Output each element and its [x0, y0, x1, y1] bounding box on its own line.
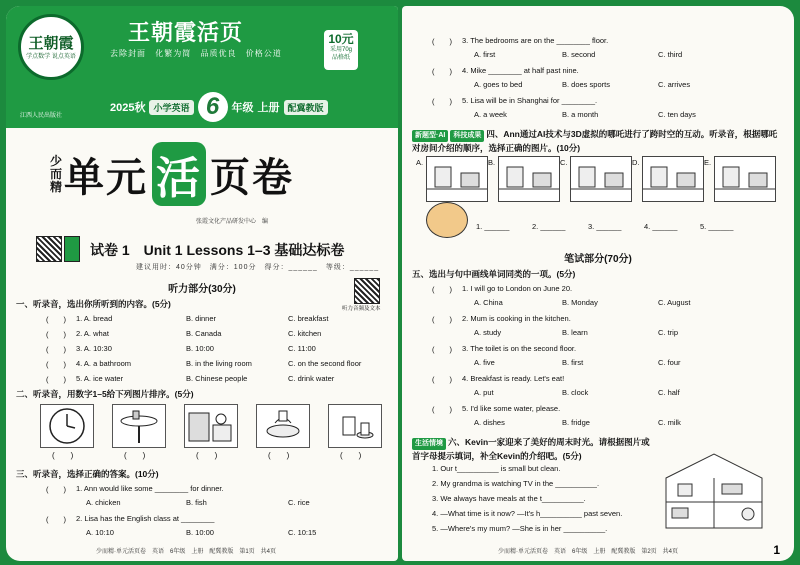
option-a: A. five [474, 358, 495, 367]
option-b: B. fish [186, 498, 207, 507]
answer-blank[interactable]: 5. ______ [700, 222, 734, 231]
option-b: B. first [562, 358, 584, 367]
answer-paren[interactable]: ( ) [46, 330, 66, 339]
answer-paren[interactable]: ( ) [46, 360, 66, 369]
slogan-item: 价格公道 [245, 49, 282, 58]
answer-paren[interactable]: ( ) [432, 375, 452, 384]
answer-paren[interactable]: ( ) [432, 405, 452, 414]
option-a: A. a week [474, 110, 507, 119]
option-a: 3. A. 10:30 [76, 344, 112, 353]
edition-label: 配冀教版 [284, 100, 328, 115]
question-text: 5. I'd like some water, please. [462, 404, 561, 413]
question-text: 3. The toilet is on the second floor. [462, 344, 577, 353]
cup-picture [328, 404, 382, 448]
question-text: 2. Lisa has the English class at ________ [76, 514, 215, 523]
page-footer: 少而精·单元活页卷 英语 6年级 上册 配冀教版 第1页 共4页 [96, 549, 277, 555]
option-c: C. arrives [658, 80, 691, 89]
test-info: 建议用时：40分钟 满分：100分 得分：______ 等级：______ [136, 264, 380, 271]
slogan-item: 去除封面 [110, 49, 146, 58]
living-room-scene [498, 156, 560, 202]
option-c: C. half [658, 388, 680, 397]
answer-paren[interactable]: ( ) [340, 451, 362, 460]
listening-heading: 听力部分(30分) [168, 284, 236, 295]
option-b: B. dinner [186, 314, 217, 323]
fill-in-line[interactable]: 1. Our t__________ is small but clean. [432, 464, 561, 473]
option-c: C. kitchen [288, 329, 322, 338]
publisher: 江西人民出版社 [20, 113, 63, 119]
left-page [6, 6, 398, 561]
scene-letter: C. [560, 158, 568, 167]
option-c: C. ten days [658, 110, 696, 119]
logo-subtext: 学点数学 说点英语 [26, 53, 76, 60]
section1-heading: 一、听录音，选出你所听到的内容。(5分) [16, 299, 171, 309]
grade-number: 6 [198, 92, 228, 122]
qr-code-icon[interactable] [36, 236, 62, 262]
option-a: A. goes to bed [474, 80, 523, 89]
price-badge [324, 30, 358, 70]
option-b: B. 10:00 [186, 528, 214, 537]
option-c: C. 10:15 [288, 528, 317, 537]
scene-letter: E. [704, 158, 712, 167]
question-text: 4. Breakfast is ready. Let's eat! [462, 374, 565, 383]
editor-credit: 张霞文化产品研发中心 编 [196, 219, 269, 225]
answer-paren[interactable]: ( ) [432, 97, 452, 106]
qr-caption: 听力音频及文本 [342, 306, 381, 312]
answer-paren[interactable]: ( ) [52, 451, 74, 460]
option-b: B. fridge [562, 418, 590, 427]
table-picture [112, 404, 166, 448]
option-c: C. milk [658, 418, 681, 427]
section4-heading [412, 128, 784, 154]
dining-scene [642, 156, 704, 202]
fill-in-line[interactable]: 4. —What time is it now? —It's h__________ past seven. [432, 509, 623, 518]
option-a: 4. A. a bathroom [76, 359, 132, 368]
option-a: A. chicken [86, 498, 121, 507]
title-small: 少而精 [50, 153, 63, 194]
answer-paren[interactable]: ( ) [432, 67, 452, 76]
cover-banner [6, 6, 398, 128]
grade-text: 年级 [231, 102, 254, 114]
kitchen-scene [426, 156, 488, 202]
price-amount: 10元 [328, 32, 354, 46]
section6-heading-text: 六、Kevin一家迎来了美好的周末时光。请根据图片或首字母提示填词，补全Kevin的介绍吧。(5分) [412, 437, 650, 461]
fill-in-line[interactable]: 3. We always have meals at the t__________. [432, 494, 586, 503]
option-b: B. learn [562, 328, 588, 337]
option-b: B. Chinese people [186, 374, 248, 383]
question-text: 5. Lisa will be in Shanghai for ________. [462, 96, 598, 105]
clock-picture [40, 404, 94, 448]
answer-blank[interactable]: 1. ______ [476, 222, 510, 231]
badge-icon [64, 236, 80, 262]
option-b: B. 10:00 [186, 344, 214, 353]
section5-heading: 五、选出与句中画线单词同类的一项。(5分) [412, 269, 576, 279]
grade-bar [110, 92, 328, 122]
right-page [402, 6, 794, 561]
option-a: 5. A. ice water [76, 374, 124, 383]
question-text: 4. Mike ________ at half past nine. [462, 66, 579, 75]
cooking-picture [256, 404, 310, 448]
scene-letter: A. [416, 158, 424, 167]
fill-in-line[interactable]: 2. My grandma is watching TV in the __________. [432, 479, 600, 488]
option-a: 1. A. bread [76, 314, 113, 323]
bedroom-scene [714, 156, 776, 202]
tech-tag: 科技成果 [450, 130, 484, 142]
option-a: A. 10:10 [86, 528, 114, 537]
answer-blank[interactable]: 2. ______ [532, 222, 566, 231]
question-text: 1. I will go to London on June 20. [462, 284, 573, 293]
scene-letter: D. [632, 158, 640, 167]
house-cutaway-picture [656, 448, 772, 532]
question-text: 2. Mum is cooking in the kitchen. [462, 314, 571, 323]
title-part-3: 页卷 [210, 154, 294, 201]
section4-heading-text: 四、Ann通过AI技术与3D虚拟的哪吒进行了跨时空的互动。听录音，根据哪吒对房间介绍的顺序，选择正确的图片。(10分) [412, 129, 778, 153]
option-a: 2. A. what [76, 329, 109, 338]
answer-paren[interactable]: ( ) [46, 485, 66, 494]
answer-paren[interactable]: ( ) [196, 451, 218, 460]
answer-paren[interactable]: ( ) [268, 451, 290, 460]
option-c: C. third [658, 50, 683, 59]
page-number: 1 [773, 543, 780, 557]
option-c: C. trip [658, 328, 679, 337]
option-b: B. does sports [562, 80, 610, 89]
option-b: B. Monday [562, 298, 598, 307]
new-type-tag: 新题型·AI [412, 130, 448, 142]
nezha-avatar-icon [426, 202, 468, 238]
slogan-item: 品质优良 [200, 49, 237, 58]
answer-paren[interactable]: ( ) [124, 451, 146, 460]
option-a: A. put [474, 388, 494, 397]
option-c: C. four [658, 358, 681, 367]
slogan-bar [110, 48, 288, 59]
price-line2: 品格纸 [331, 55, 350, 61]
option-c: C. 11:00 [288, 344, 316, 353]
slogan-item: 化繁为简 [155, 49, 192, 58]
option-b: B. clock [562, 388, 589, 397]
option-a: A. study [474, 328, 502, 337]
option-c: C. drink water [288, 374, 335, 383]
answer-paren[interactable]: ( ) [46, 345, 66, 354]
title-part-2: 活 [152, 142, 206, 206]
brand-logo [18, 14, 84, 80]
question-text: 1. Ann would like some ________ for dinner. [76, 484, 224, 493]
subject-label: 小学英语 [149, 100, 193, 115]
option-a: A. first [474, 50, 496, 59]
answer-paren[interactable]: ( ) [432, 37, 452, 46]
answer-blank[interactable]: 4. ______ [644, 222, 678, 231]
stage-scene [570, 156, 632, 202]
fill-in-line[interactable]: 5. —Where's my mum? —She is in her __________. [432, 524, 608, 533]
logo-text: 王朝霞 [28, 33, 74, 52]
brand-name: 王朝霞活页 [128, 20, 244, 46]
option-b: B. Canada [186, 329, 222, 338]
option-a: A. dishes [474, 418, 505, 427]
section6-heading [412, 436, 652, 462]
kitchen-picture [184, 404, 238, 448]
option-c: C. breakfast [288, 314, 329, 323]
option-c: C. on the second floor [288, 359, 362, 368]
answer-blank[interactable]: 3. ______ [588, 222, 622, 231]
answer-paren[interactable]: ( ) [46, 515, 66, 524]
year-label: 2025秋 [110, 102, 146, 114]
test-title: 试卷 1 Unit 1 Lessons 1–3 基础达标卷 [90, 242, 345, 258]
section3-heading: 三、听录音，选择正确的答案。(10分) [16, 469, 159, 479]
price-line1: 采用70g [329, 47, 352, 53]
written-heading: 笔试部分(70分) [564, 254, 632, 265]
answer-paren[interactable]: ( ) [432, 315, 452, 324]
title-part-1: 单元 [64, 154, 148, 201]
answer-paren[interactable]: ( ) [46, 315, 66, 324]
section2-heading: 二、听录音，用数字1–5给下列图片排序。(5分) [16, 389, 194, 399]
option-b: B. second [562, 50, 596, 59]
series-title [50, 142, 294, 206]
page-footer: 少而精·单元活页卷 英语 6年级 上册 配冀教版 第2页 共4页 [498, 549, 679, 555]
answer-paren[interactable]: ( ) [432, 285, 452, 294]
option-a: A. China [474, 298, 503, 307]
term-label: 上册 [257, 102, 280, 114]
question-text: 3. The bedrooms are on the ________ floor. [462, 36, 609, 45]
life-scene-tag: 生活情境 [412, 438, 446, 450]
answer-paren[interactable]: ( ) [46, 375, 66, 384]
scene-letter: B. [488, 158, 496, 167]
option-c: C. rice [288, 498, 310, 507]
option-b: B. in the living room [186, 359, 252, 368]
option-b: B. a month [562, 110, 599, 119]
answer-paren[interactable]: ( ) [432, 345, 452, 354]
option-c: C. August [658, 298, 691, 307]
